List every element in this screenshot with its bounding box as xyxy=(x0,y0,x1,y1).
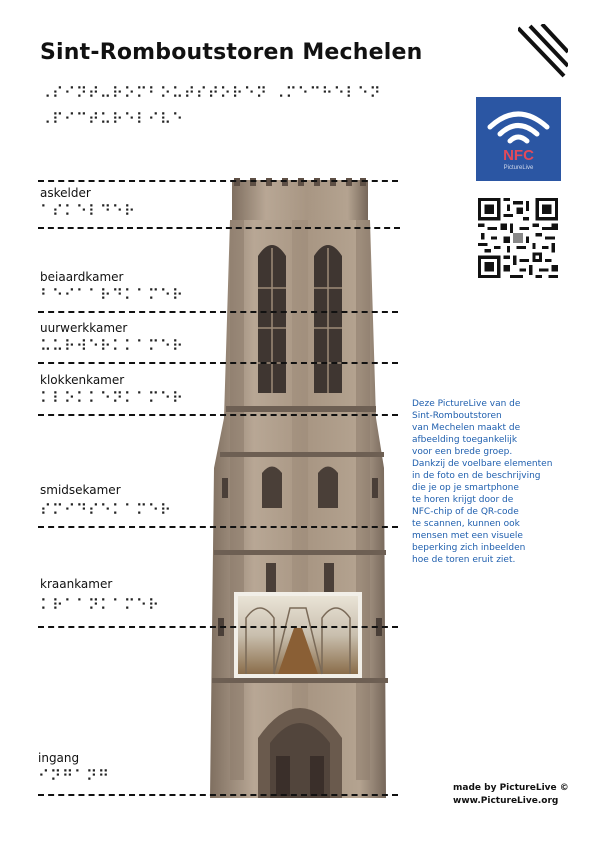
description-line: Sint-Romboutstoren xyxy=(412,411,502,421)
level-divider xyxy=(38,362,398,364)
nfc-logo[interactable] xyxy=(476,97,561,181)
title-braille-line2: ⠠⠏⠊⠉⠞⠥⠗⠑⠇⠊⠧⠑ xyxy=(40,110,184,128)
level-label-kraankamer: kraankamer xyxy=(40,577,113,591)
level-label-klokkenkamer: klokkenkamer xyxy=(40,373,125,387)
description-line: NFC-chip of de QR-code xyxy=(412,507,519,517)
level-braille-klokkenkamer: ⠅⠇⠕⠅⠅⠑⠝⠅⠁⠍⠑⠗ xyxy=(40,389,184,407)
level-divider xyxy=(38,414,398,416)
description-line: van Mechelen maakt de xyxy=(412,423,521,433)
description-line: beperking zich inbeelden xyxy=(412,543,526,553)
level-divider xyxy=(38,311,398,313)
description-line: voor een brede groep. xyxy=(412,447,513,457)
level-label-uurwerkkamer: uurwerkkamer xyxy=(40,321,128,335)
level-label-askelder: askelder xyxy=(40,186,91,200)
credit-line1: made by PictureLive © xyxy=(453,783,569,793)
credit xyxy=(453,782,569,808)
nfc-sublabel: PictureLive xyxy=(503,165,534,171)
level-divider xyxy=(38,794,398,796)
tower-photo xyxy=(200,178,400,798)
description-line: afbeelding toegankelijk xyxy=(412,435,518,445)
level-divider xyxy=(38,626,398,628)
level-braille-uurwerkkamer: ⠥⠥⠗⠺⠑⠗⠅⠅⠁⠍⠑⠗ xyxy=(40,337,184,355)
level-braille-beiaardkamer: ⠃⠑⠊⠁⠁⠗⠙⠅⠁⠍⠑⠗ xyxy=(40,286,184,304)
level-label-smidsekamer: smidsekamer xyxy=(40,483,121,497)
level-label-beiaardkamer: beiaardkamer xyxy=(40,270,124,284)
level-divider xyxy=(38,227,400,229)
description-line: die je op je smartphone xyxy=(412,483,519,493)
description-line: in de foto en de beschrijving xyxy=(412,471,541,481)
level-braille-ingang: ⠊⠝⠛⠁⠝⠛ xyxy=(38,767,110,785)
description-line: te horen krijgt door de xyxy=(412,495,514,505)
description-line: Deze PictureLive van de xyxy=(412,399,521,409)
level-braille-askelder: ⠁⠎⠅⠑⠇⠙⠑⠗ xyxy=(40,202,136,220)
description-line: Dankzij de voelbare elementen xyxy=(412,459,553,469)
level-divider xyxy=(38,526,398,528)
page-title: Sint-Romboutstoren Mechelen xyxy=(40,40,423,65)
level-braille-smidsekamer: ⠎⠍⠊⠙⠎⠑⠅⠁⠍⠑⠗ xyxy=(40,501,172,519)
title-braille-line1: ⠠⠎⠊⠝⠞⠤⠗⠕⠍⠃⠕⠥⠞⠎⠞⠕⠗⠑⠝ ⠠⠍⠑⠉⠓⠑⠇⠑⠝ xyxy=(40,84,382,102)
level-braille-kraankamer: ⠅⠗⠁⠁⠝⠅⠁⠍⠑⠗ xyxy=(40,596,160,614)
wifi-signal-icon xyxy=(476,97,561,147)
nfc-label: NFC xyxy=(503,147,534,164)
description-text xyxy=(412,398,572,566)
description-line: hoe de toren eruit ziet. xyxy=(412,555,516,565)
description-line: mensen met een visuele xyxy=(412,531,523,541)
description-line: te scannen, kunnen ook xyxy=(412,519,520,529)
corner-stripes-icon xyxy=(518,24,568,80)
level-label-ingang: ingang xyxy=(38,751,80,765)
level-divider xyxy=(38,180,398,182)
qr-code[interactable] xyxy=(478,198,558,278)
credit-website-link[interactable]: www.PictureLive.org xyxy=(453,796,559,806)
